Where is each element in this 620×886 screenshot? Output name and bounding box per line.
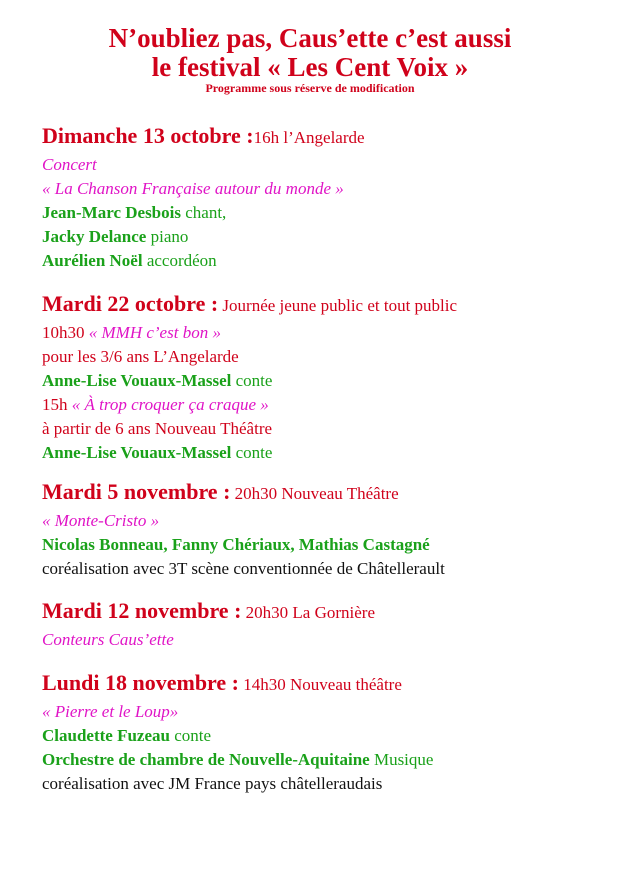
performer-name: Anne-Lise Vouaux-Massel: [42, 443, 232, 462]
performer-line: [42, 369, 612, 393]
performer-role: accordéon: [142, 251, 217, 270]
performer-line: [42, 249, 612, 273]
performer-role: conte: [169, 726, 212, 745]
page-subtitle: Programme sous réserve de modification: [205, 81, 415, 95]
event-time-venue: 14h30 Nouveau théâtre: [239, 675, 402, 694]
performer-name: Orchestre de chambre de Nouvelle-Aquitaine: [42, 750, 370, 769]
performer-line: [42, 441, 612, 465]
title-line-2: le festival « Les Cent Voix »: [151, 52, 469, 82]
performer-name: Claudette Fuzeau: [42, 726, 170, 745]
event-dimanche-13-octobre: [42, 121, 612, 273]
session-audience: pour les 3/6 ans L’Angelarde: [42, 347, 239, 366]
event-time-venue: 20h30 La Gornière: [241, 603, 375, 622]
session-time-show: [42, 321, 612, 345]
performer-role: conte: [231, 371, 273, 390]
event-date: Dimanche 13 octobre :: [42, 123, 254, 148]
event-heading: [42, 121, 612, 153]
session-audience: à partir de 6 ans Nouveau Théâtre: [42, 419, 273, 438]
session-time-show: [42, 393, 612, 417]
event-show-title: « Pierre et le Loup»: [42, 702, 179, 721]
session-time: 15h: [42, 395, 72, 414]
performer-line: [42, 225, 612, 249]
session-show-title: « À trop croquer ça craque »: [71, 395, 269, 414]
performer-role: piano: [146, 227, 189, 246]
performer-line: [42, 201, 612, 225]
performer-line: [42, 724, 612, 748]
event-mardi-12-novembre: [42, 596, 612, 652]
title-line-1: N’oubliez pas, Caus’ette c’est aussi: [108, 23, 512, 53]
performer-names: Nicolas Bonneau, Fanny Chériaux, Mathias Castagné: [42, 535, 430, 554]
performer-name: Jean-Marc Desbois: [42, 203, 181, 222]
performer-name: Anne-Lise Vouaux-Massel: [42, 371, 232, 390]
event-type: Concert: [42, 155, 97, 174]
event-heading: [42, 668, 612, 700]
session-show-title: « MMH c’est bon »: [88, 323, 221, 342]
event-date: Mardi 5 novembre :: [42, 479, 231, 504]
event-note: coréalisation avec 3T scène conventionnée de Châtellerault: [42, 559, 445, 578]
performer-name: Jacky Delance: [42, 227, 147, 246]
event-time-venue: 20h30 Nouveau Théâtre: [230, 484, 399, 503]
event-show-title: « Monte-Cristo »: [42, 511, 160, 530]
session-time: 10h30: [42, 323, 89, 342]
event-time-venue: 16h l’Angelarde: [253, 128, 365, 147]
event-heading: [42, 477, 612, 509]
event-time-venue: Journée jeune public et tout public: [218, 296, 458, 315]
event-date: Mardi 22 octobre :: [42, 291, 219, 316]
page-title: [0, 24, 620, 82]
event-note: coréalisation avec JM France pays châtelleraudais: [42, 774, 383, 793]
event-show-title: Conteurs Caus’ette: [42, 630, 174, 649]
performer-role: Musique: [369, 750, 434, 769]
event-heading: [42, 596, 612, 628]
event-lundi-18-novembre: [42, 668, 612, 796]
event-heading: [42, 289, 612, 321]
event-date: Mardi 12 novembre :: [42, 598, 242, 623]
event-show-title: « La Chanson Française autour du monde »: [42, 179, 344, 198]
performer-name: Aurélien Noël: [42, 251, 143, 270]
performer-role: chant,: [180, 203, 227, 222]
performer-role: conte: [231, 443, 273, 462]
event-mardi-22-octobre: [42, 289, 612, 465]
event-mardi-5-novembre: [42, 477, 612, 581]
event-date: Lundi 18 novembre :: [42, 670, 240, 695]
performer-line: [42, 748, 612, 772]
